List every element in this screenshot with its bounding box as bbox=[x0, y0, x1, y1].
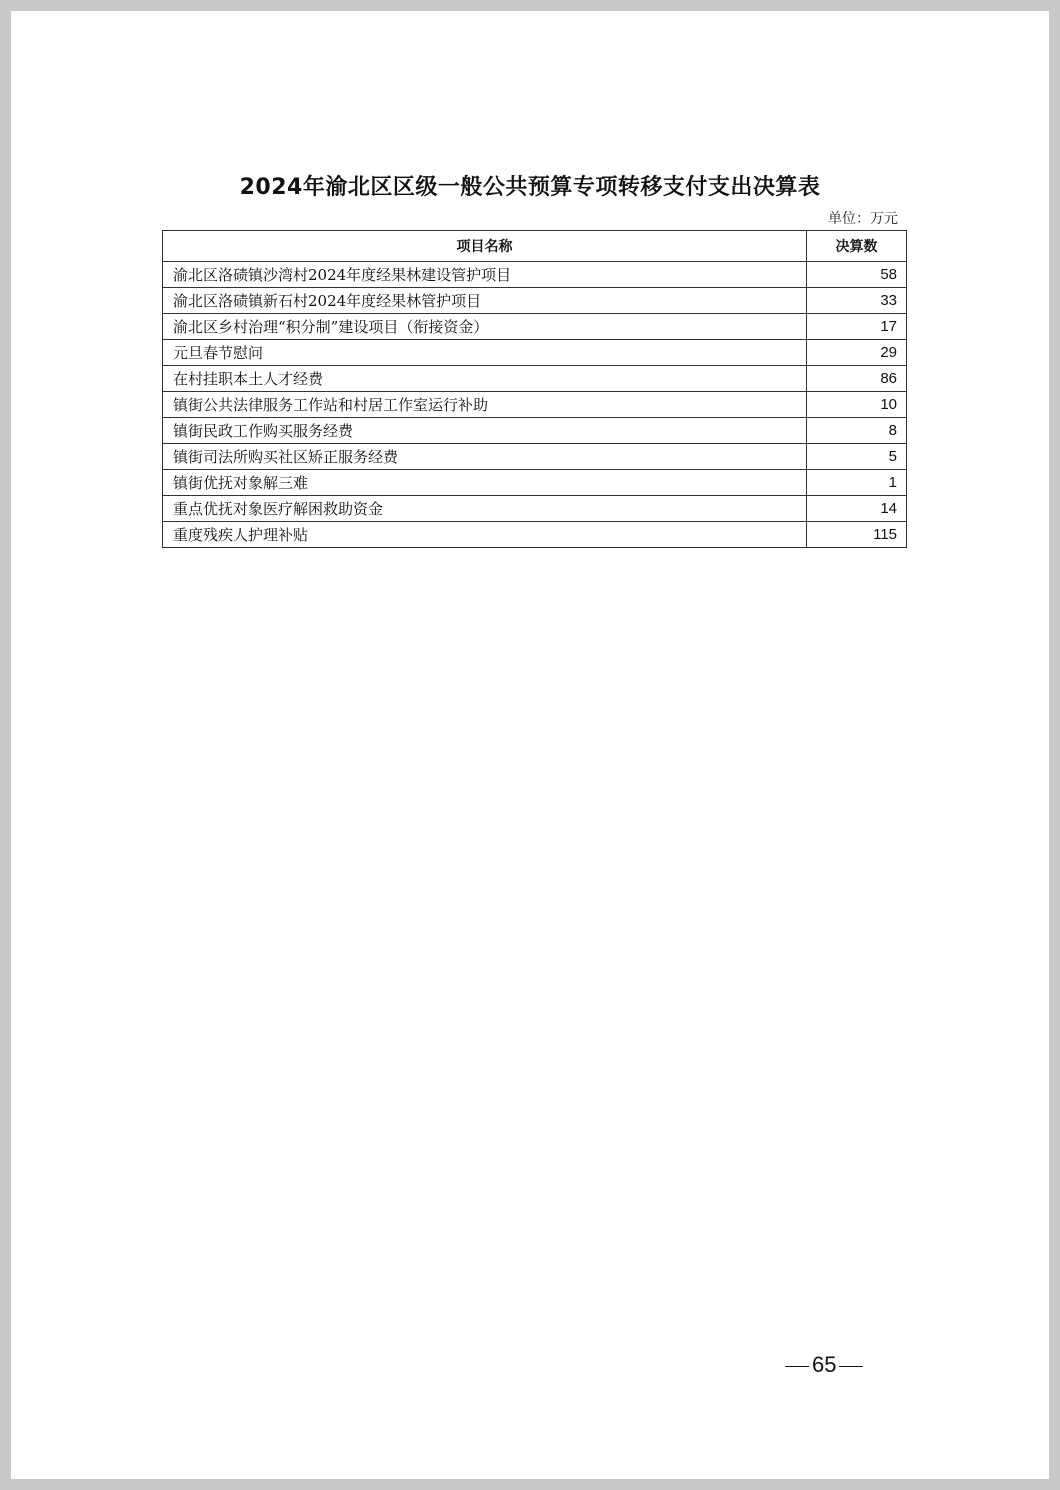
row-amount: 17 bbox=[807, 314, 907, 340]
budget-table bbox=[162, 230, 907, 548]
row-project-name: 渝北区洛碛镇新石村2024年度经果林管护项目 bbox=[163, 288, 807, 314]
row-amount: 8 bbox=[807, 418, 907, 444]
table-row bbox=[163, 340, 907, 366]
row-project-name: 渝北区洛碛镇沙湾村2024年度经果林建设管护项目 bbox=[163, 262, 807, 288]
row-project-name: 重度残疾人护理补贴 bbox=[163, 522, 807, 548]
page-number-footer bbox=[782, 1352, 866, 1378]
row-project-name: 重点优抚对象医疗解困救助资金 bbox=[163, 496, 807, 522]
table-row bbox=[163, 392, 907, 418]
table-row bbox=[163, 496, 907, 522]
table-row bbox=[163, 366, 907, 392]
row-amount: 33 bbox=[807, 288, 907, 314]
row-amount: 10 bbox=[807, 392, 907, 418]
header-amount: 决算数 bbox=[807, 231, 907, 262]
table-row bbox=[163, 522, 907, 548]
table-row bbox=[163, 444, 907, 470]
row-project-name: 渝北区乡村治理“积分制”建设项目（衔接资金） bbox=[163, 314, 807, 340]
row-amount: 86 bbox=[807, 366, 907, 392]
row-amount: 5 bbox=[807, 444, 907, 470]
row-project-name: 元旦春节慰问 bbox=[163, 340, 807, 366]
row-project-name: 镇街优抚对象解三难 bbox=[163, 470, 807, 496]
table-row bbox=[163, 262, 907, 288]
dash-right-decoration bbox=[839, 1366, 863, 1367]
dash-left-decoration bbox=[785, 1366, 809, 1367]
table-header-row bbox=[163, 231, 907, 262]
row-project-name: 镇街民政工作购买服务经费 bbox=[163, 418, 807, 444]
table-row bbox=[163, 470, 907, 496]
row-amount: 115 bbox=[807, 522, 907, 548]
table-row bbox=[163, 288, 907, 314]
row-project-name: 镇街公共法律服务工作站和村居工作室运行补助 bbox=[163, 392, 807, 418]
row-project-name: 镇街司法所购买社区矫正服务经费 bbox=[163, 444, 807, 470]
page-title: 2024年渝北区区级一般公共预算专项转移支付支出决算表 bbox=[239, 175, 821, 200]
table-row bbox=[163, 418, 907, 444]
row-amount: 14 bbox=[807, 496, 907, 522]
table-row bbox=[163, 314, 907, 340]
row-amount: 1 bbox=[807, 470, 907, 496]
page-number: 65 bbox=[812, 1352, 837, 1377]
row-project-name: 在村挂职本土人才经费 bbox=[163, 366, 807, 392]
row-amount: 29 bbox=[807, 340, 907, 366]
unit-label: 单位：万元 bbox=[828, 211, 898, 227]
header-project-name: 项目名称 bbox=[163, 231, 807, 262]
row-amount: 58 bbox=[807, 262, 907, 288]
